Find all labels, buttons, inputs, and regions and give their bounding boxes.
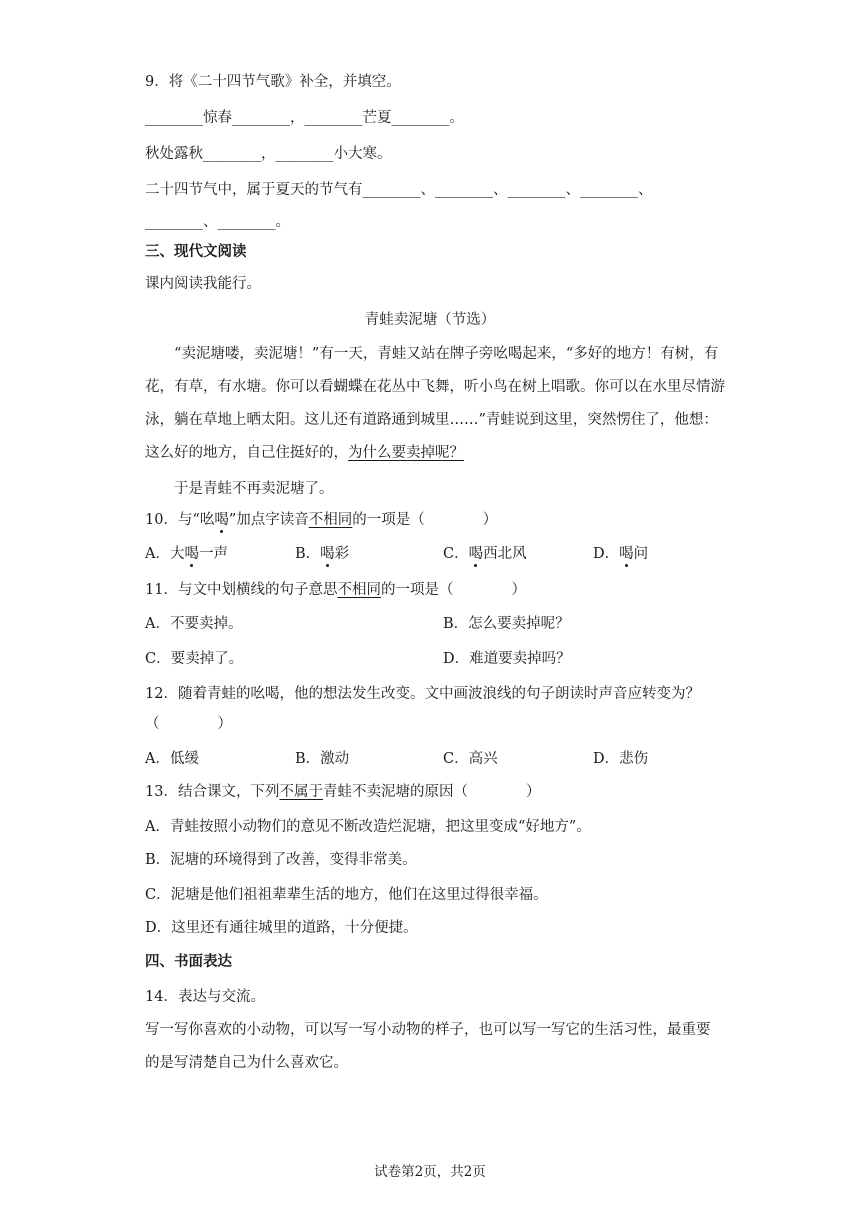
q10-option-b: B．喝彩 (295, 546, 350, 562)
q11-option-a: A．不要卖掉。 (145, 616, 243, 632)
q12-stem: 12．随着青蛙的吆喝，他的想法发生改变。文中画波浪线的句子朗读时声音应转变为？ (145, 686, 700, 702)
underlined-sentence: 为什么要卖掉呢？ (348, 445, 464, 461)
q13-option-d: D．这里还有通往城里的道路，十分便捷。 (145, 920, 418, 936)
q10-option-a: A．大喝一声 (145, 546, 228, 562)
q10-stem-text: 的一项是（ ） (352, 512, 498, 528)
q9-prompt: 9．将《二十四节气歌》补全，并填空。 (145, 74, 401, 90)
passage-paragraph-2: 于是青蛙不再卖泥塘了。 (174, 481, 334, 497)
q9-line-1: ________惊春________，________芒夏________。 (145, 110, 464, 126)
q10-option-c: C．喝西北风 (443, 546, 527, 562)
q9-line-3: 二十四节气中，属于夏天的节气有________、________、________、________、 (145, 182, 653, 198)
page-footer: 试卷第2页，共2页 (374, 1164, 486, 1180)
q13-underlined-word: 不属于 (279, 784, 323, 800)
q9-line-4: ________、________。 (145, 214, 290, 230)
q11-option-c: C．要卖掉了。 (145, 651, 244, 667)
q10-stem (145, 510, 497, 530)
q10-dotted-char: 喝 (214, 512, 229, 528)
q11-underlined-word: 不相同 (337, 582, 381, 598)
q10-underlined-word: 不相同 (308, 512, 353, 528)
q12-answer-blank: （ ） (145, 716, 232, 732)
q12-option-b: B．激动 (295, 751, 350, 767)
q10-stem-text: ”加点字读音 (228, 512, 309, 528)
section-3-intro: 课内阅读我能行。 (145, 276, 261, 292)
q11-stem-text: 11．与文中划横线的句子意思 (145, 582, 338, 598)
q11-option-d: D．难道要卖掉吗？ (443, 651, 571, 667)
q10-option-d: D．喝问 (593, 546, 649, 562)
q13-stem-text: 13．结合课文，下列 (145, 784, 280, 800)
q12-option-a: A．低缓 (145, 751, 199, 767)
section-3-heading: 三、现代文阅读 (145, 243, 247, 260)
q11-stem (145, 580, 526, 600)
q14-title: 14．表达与交流。 (145, 989, 265, 1005)
section-4-heading: 四、书面表达 (145, 953, 232, 970)
passage-text: “卖泥塘喽，卖泥塘！”有一天，青蛙又站在牌子旁吆喝起来，“多好的地方！有树，有花，有草，有水塘。你可以看蝴蝶在花丛中飞舞，听小鸟在树上唱歌。你可以在水里尽情游泳，躺在草地上晒太阳。这儿还有道路通到城里……”青蛙说到这里，突然愣住了，他想：这么好的地方，自己住挺好的， (145, 346, 725, 461)
q13-option-a: A．青蛙按照小动物们的意见不断改造烂泥塘，把这里变成“好地方”。 (145, 819, 591, 835)
q13-stem (145, 782, 540, 802)
q9-line-2: 秋处露秋________，________小大寒。 (145, 146, 392, 162)
q11-stem-text: 的一项是（ ） (380, 582, 526, 598)
q11-option-b: B．怎么要卖掉呢？ (443, 616, 570, 632)
passage-paragraph-1 (145, 338, 725, 470)
q12-option-c: C．高兴 (443, 751, 498, 767)
q10-stem-text: 10．与“吆 (145, 512, 215, 528)
q13-option-b: B．泥塘的环境得到了改善，变得非常美。 (145, 852, 417, 868)
q13-stem-text: 青蛙不卖泥塘的原因（ ） (322, 784, 541, 800)
q13-option-c: C．泥塘是他们祖祖辈辈生活的地方，他们在这里过得很幸福。 (145, 887, 548, 903)
passage-title: 青蛙卖泥塘（节选） (364, 312, 496, 328)
q12-option-d: D．悲伤 (593, 751, 649, 767)
q14-text: 写一写你喜欢的小动物，可以写一写小动物的样子，也可以写一写它的生活习性，最重要的是写清楚自己为什么喜欢它。 (145, 1022, 711, 1071)
